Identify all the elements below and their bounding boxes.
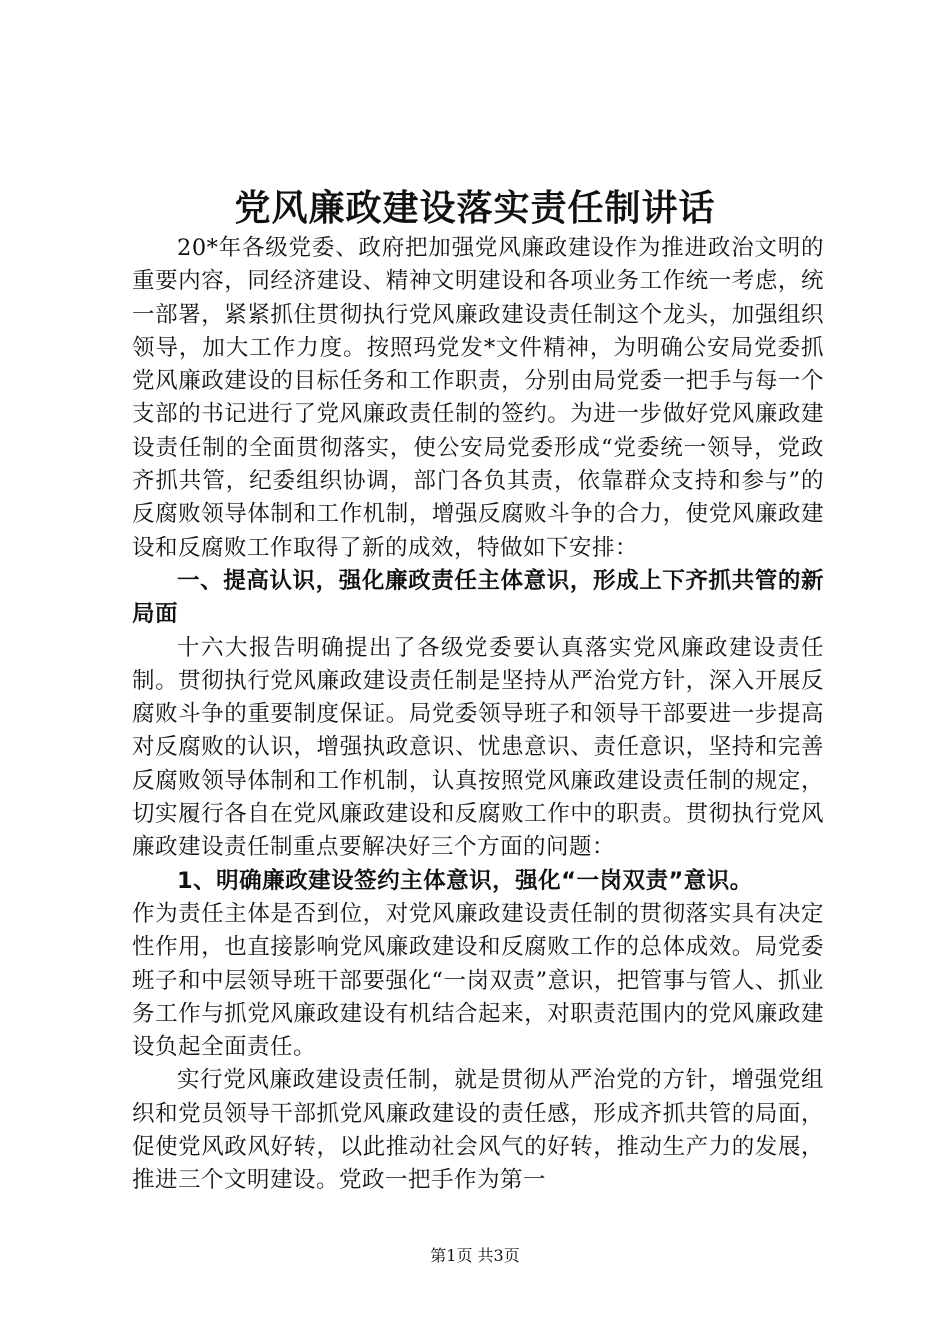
document-title: 党风廉政建设落实责任制讲话: [234, 187, 716, 229]
paragraph-intro: 20*年各级党委、政府把加强党风廉政建设作为推进政治文明的重要内容，同经济建设、精神文明建设和各项业务工作统一考虑，统一部署，紧紧抓住贯彻执行党风廉政建设责任制这个龙头，加强组织领导，加大工作力度。按照玛党发*文件精神，为明确公安局党委抓党风廉政建设的目标任务和工作职责，分别由局党委一把手与每一个支部的书记进行了党风廉政责任制的签约。为进一步做好党风廉政建设责任制的全面贯彻落实，使公安局党委形成“党委统一领导，党政齐抓共管，纪委组织协调，部门各负其责，依靠群众支持和参与”的反腐败领导体制和工作机制，增强反腐败斗争的合力，使党风廉政建设和反腐败工作取得了新的成效，特做如下安排：: [132, 235, 824, 561]
page-footer: 第1页 共3页: [430, 1246, 520, 1265]
paragraph-section-1: 十六大报告明确提出了各级党委要认真落实党风廉政建设责任制。贯彻执行党风廉政建设责任制是坚持从严治党方针，深入开展反腐败斗争的重要制度保证。局党委领导班子和领导干部要进一步提高对反腐败的认识，增强执政意识、忧患意识、责任意识，坚持和完善反腐败领导体制和工作机制，认真按照党风廉政建设责任制的规定，切实履行各自在党风廉政建设和反腐败工作中的职责。贯彻执行党风廉政建设责任制重点要解决好三个方面的问题：: [132, 634, 824, 861]
paragraph-subsection-1: 作为责任主体是否到位，对党风廉政建设责任制的贯彻落实具有决定性作用，也直接影响党风廉政建设和反腐败工作的总体成效。局党委班子和中层领导班干部要强化“一岗双责”意识，把管事与管人、抓业务工作与抓党风廉政建设有机结合起来，对职责范围内的党风廉政建设负起全面责任。: [132, 900, 824, 1061]
subsection-heading-1: 1、明确廉政建设签约主体意识，强化“一岗双责”意识。: [177, 867, 753, 894]
paragraph-responsibility: 实行党风廉政建设责任制，就是贯彻从严治党的方针，增强党组织和党员领导干部抓党风廉政建设的责任感，形成齐抓共管的局面，促使党风政风好转，以此推动社会风气的好转，推动生产力的发展，推进三个文明建设。党政一把手作为第一: [132, 1067, 824, 1194]
document-body: [132, 232, 824, 1198]
section-heading-1: 一、提高认识，强化廉政责任主体意识，形成上下齐抓共管的新局面: [132, 567, 824, 628]
